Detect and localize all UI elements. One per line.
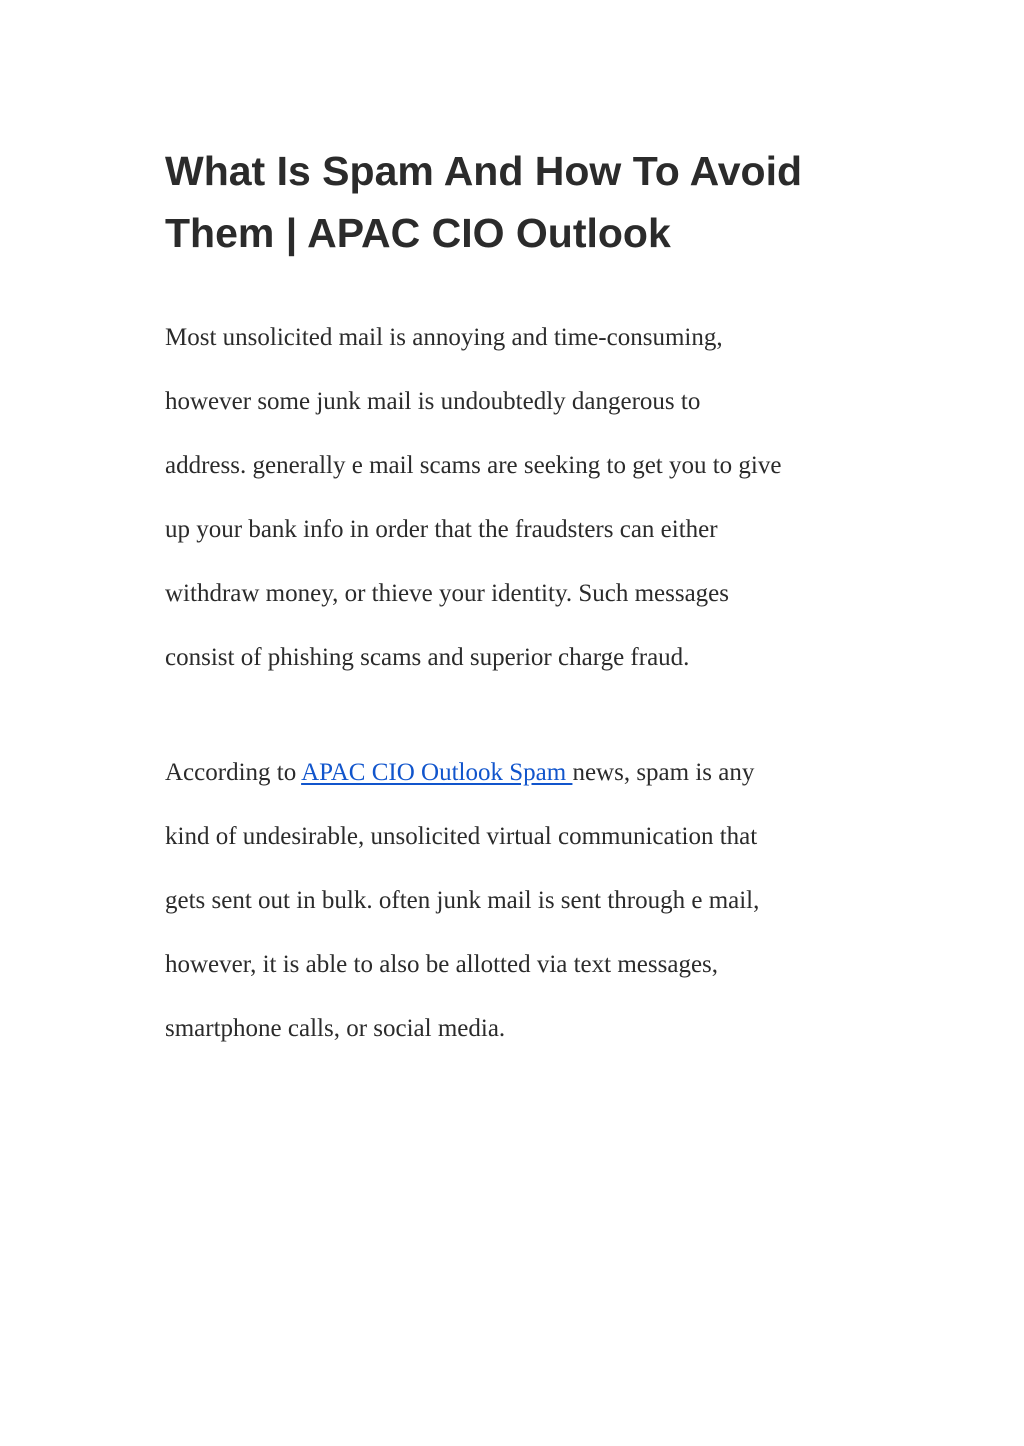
apac-cio-outlook-spam-link[interactable]: APAC CIO Outlook Spam xyxy=(301,759,573,786)
paragraph-line: gets sent out in bulk. often junk mail is sent through e mail, xyxy=(165,887,760,914)
paragraph-line: address. generally e mail scams are seeking to get you to give xyxy=(165,452,782,479)
paragraph-intro xyxy=(165,306,865,690)
paragraph-definition xyxy=(165,741,865,1061)
paragraph-line xyxy=(165,741,865,805)
paragraph-line: kind of undesirable, unsolicited virtual communication that xyxy=(165,823,758,850)
paragraph-line: Most unsolicited mail is annoying and time-consuming, xyxy=(165,324,723,351)
text-after-link: news, spam is any xyxy=(572,759,755,786)
page-title: What Is Spam And How To Avoid Them | APAC CIO Outlook xyxy=(165,148,803,256)
paragraph-line: however some junk mail is undoubtedly dangerous to xyxy=(165,388,701,415)
text-before-link: According to xyxy=(165,759,302,786)
paragraph-line: up your bank info in order that the fraudsters can either xyxy=(165,516,718,543)
paragraph-line: however, it is able to also be allotted via text messages, xyxy=(165,951,719,978)
paragraph-line: smartphone calls, or social media. xyxy=(165,1015,506,1042)
paragraph-line: consist of phishing scams and superior charge fraud. xyxy=(165,644,690,671)
paragraph-line: withdraw money, or thieve your identity. Such messages xyxy=(165,580,730,607)
